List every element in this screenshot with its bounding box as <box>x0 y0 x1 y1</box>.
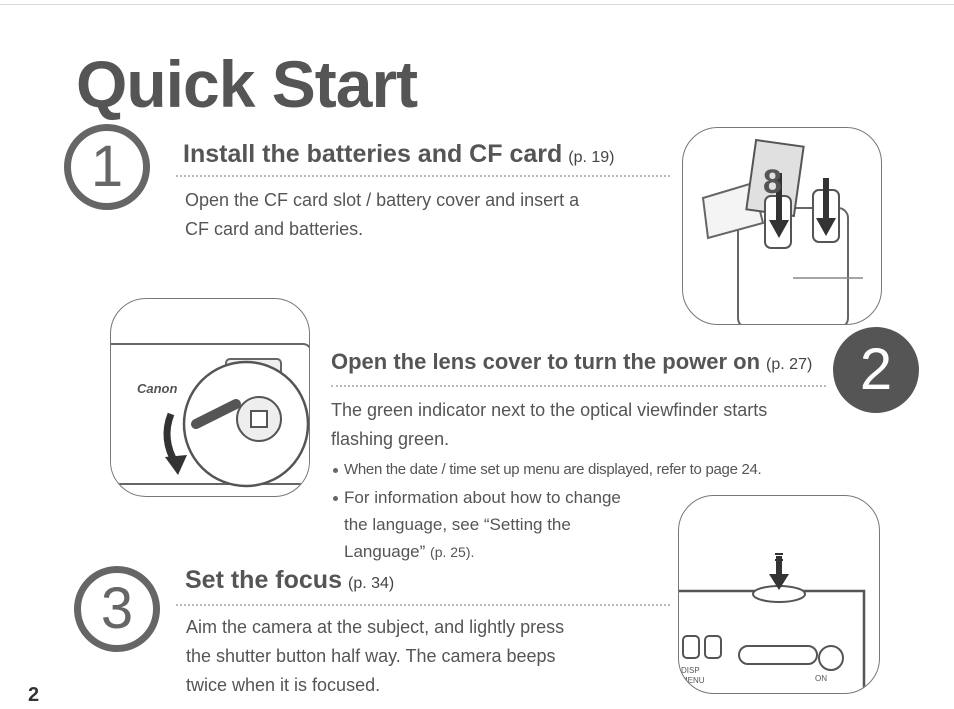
step-3-heading <box>185 566 394 595</box>
on-label: ON <box>815 674 827 683</box>
lens-cover-illustration <box>110 298 310 497</box>
step-1-heading-text: Install the batteries and CF card <box>183 140 563 168</box>
page-number: 2 <box>28 684 40 706</box>
battery-cf-drawing <box>683 128 881 324</box>
step-2-bullet-ref: (p. 25). <box>430 544 475 560</box>
step-1-divider <box>176 175 670 177</box>
step-2-page-ref: (p. 27) <box>766 356 813 373</box>
step-2-number: 2 <box>833 327 919 413</box>
bullet-dot <box>333 468 338 473</box>
page-title: Quick Start <box>76 47 418 121</box>
step-1-body-line: CF card and batteries. <box>185 219 364 239</box>
step-1-page-ref: (p. 19) <box>568 149 615 166</box>
bullet-dot <box>333 496 338 501</box>
step-2-divider <box>331 385 826 387</box>
step-1-body-line: Open the CF card slot / battery cover and insert a <box>185 190 580 210</box>
step-1-heading <box>183 140 615 169</box>
step-3-body <box>186 613 666 700</box>
step-3-number: 3 <box>74 566 160 652</box>
menu-label: MENU <box>681 676 705 685</box>
step-1-number: 1 <box>64 124 150 210</box>
step-2-body-line: flashing green. <box>331 429 450 449</box>
top-rule <box>0 4 954 5</box>
disp-menu-label <box>681 666 705 686</box>
battery-cf-illustration <box>682 127 882 325</box>
disp-label: DISP <box>681 666 700 675</box>
step-2-bullet-1 <box>333 456 893 483</box>
step-3-heading-text: Set the focus <box>185 566 342 594</box>
step-2-bullet-1-text: When the date / time set up menu are displayed, refer to page 24. <box>344 461 762 478</box>
step-3-body-line: Aim the camera at the subject, and lightly press <box>186 617 565 637</box>
step-2-heading <box>331 349 812 375</box>
shutter-button-illustration <box>678 495 880 694</box>
step-2-body-line: The green indicator next to the optical viewfinder starts <box>331 400 768 420</box>
step-3-body-line: twice when it is focused. <box>186 675 381 695</box>
cf-card-label: 8 <box>763 163 782 201</box>
camera-brand-label: Canon <box>137 381 178 396</box>
step-3-divider <box>176 604 670 606</box>
step-2-body <box>331 396 851 454</box>
step-3-page-ref: (p. 34) <box>347 575 395 592</box>
step-2-bullet-2-line: Language” <box>344 542 426 561</box>
step-2-bullet-2 <box>333 484 693 566</box>
step-2-bullet-2-line: the language, see “Setting the <box>344 515 571 534</box>
step-2-bullet-2-line: For information about how to change <box>344 488 621 507</box>
step-3-body-line: the shutter button half way. The camera beeps <box>186 646 556 666</box>
shutter-button-drawing <box>679 496 879 693</box>
step-2-heading-text: Open the lens cover to turn the power on <box>331 349 761 374</box>
lens-cover-drawing <box>111 299 309 496</box>
step-1-body <box>185 186 675 244</box>
